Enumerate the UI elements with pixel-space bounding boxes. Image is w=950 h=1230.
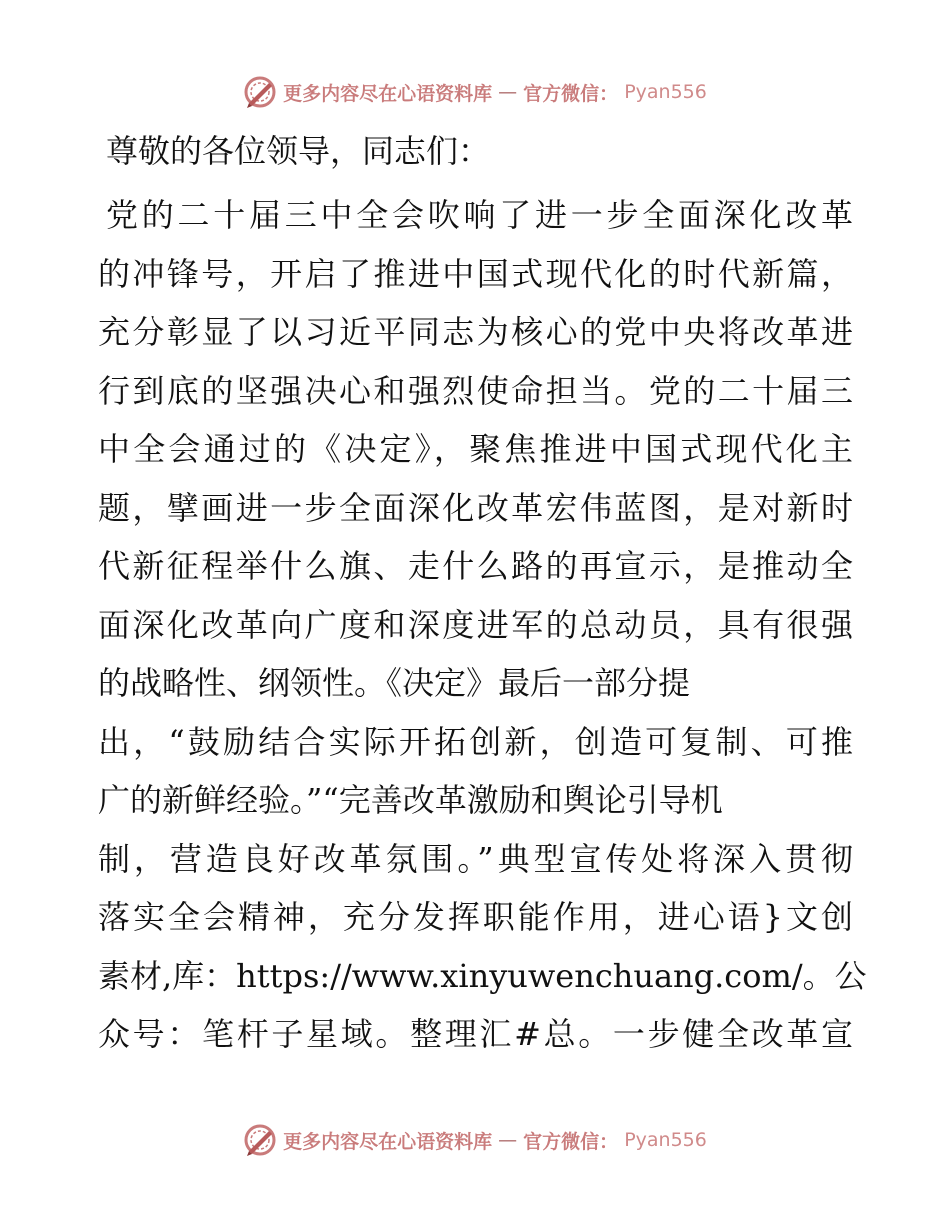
body-line: 中全会通过的《决定》，聚焦推进中国式现代化主 bbox=[98, 430, 853, 468]
watermark-dash: — bbox=[498, 1129, 518, 1151]
document-body bbox=[98, 122, 867, 1064]
body-line: 出，“鼓励结合实际开拓创新，创造可复制、可推 bbox=[98, 722, 853, 761]
body-line: 题，擘画进一步全面深化改革宏伟蓝图，是对新时 bbox=[98, 488, 853, 527]
watermark-dash: — bbox=[498, 81, 518, 103]
greeting: 尊敬的各位领导，同志们： bbox=[106, 132, 491, 170]
body-line: 的冲锋号，开启了推进中国式现代化的时代新篇， bbox=[98, 254, 853, 293]
body-line: 面深化改革向广度和深度进军的总动员，具有很强 bbox=[98, 605, 853, 644]
body-line: 广的新鲜经验。”“完善改革激励和舆论引导机 bbox=[98, 781, 723, 819]
body-line: 落实全会精神，充分发挥职能作用，进心语}文创 bbox=[98, 898, 853, 936]
watermark-official-label: 官方微信： bbox=[523, 1130, 619, 1153]
body-line: 代新征程举什么旗、走什么路的再宣示，是推动全 bbox=[98, 547, 853, 585]
body-line: 行到底的坚强决心和强烈使命担当。党的二十届三 bbox=[98, 371, 853, 410]
body-line: 充分彰显了以习近平同志为核心的党中央将改革进 bbox=[98, 313, 853, 351]
watermark-official-label: 官方微信： bbox=[523, 82, 619, 105]
pen-logo-icon bbox=[243, 1123, 277, 1157]
body-line: 众号：笔杆子星域。整理汇#总。一步健全改革宣 bbox=[98, 1015, 853, 1053]
pen-logo-icon bbox=[243, 75, 277, 109]
footer-watermark bbox=[0, 1120, 950, 1160]
body-line: 制，营造良好改革氛围。”典型宣传处将深入贯彻 bbox=[98, 839, 853, 878]
header-watermark bbox=[0, 72, 950, 112]
body-line: 党的二十届三中全会吹响了进一步全面深化改革 bbox=[106, 196, 853, 234]
watermark-wechat-id: Pyan556 bbox=[624, 81, 707, 103]
watermark-main-text: 更多内容尽在心语资料库 bbox=[283, 82, 493, 105]
body-line: 素材,库：https://www.xinyuwenchuang.com/。公 bbox=[98, 956, 867, 995]
watermark-main-text: 更多内容尽在心语资料库 bbox=[283, 1130, 493, 1153]
body-line: 的战略性、纲领性。《决定》最后一部分提 bbox=[98, 664, 691, 702]
watermark-wechat-id: Pyan556 bbox=[624, 1129, 707, 1151]
